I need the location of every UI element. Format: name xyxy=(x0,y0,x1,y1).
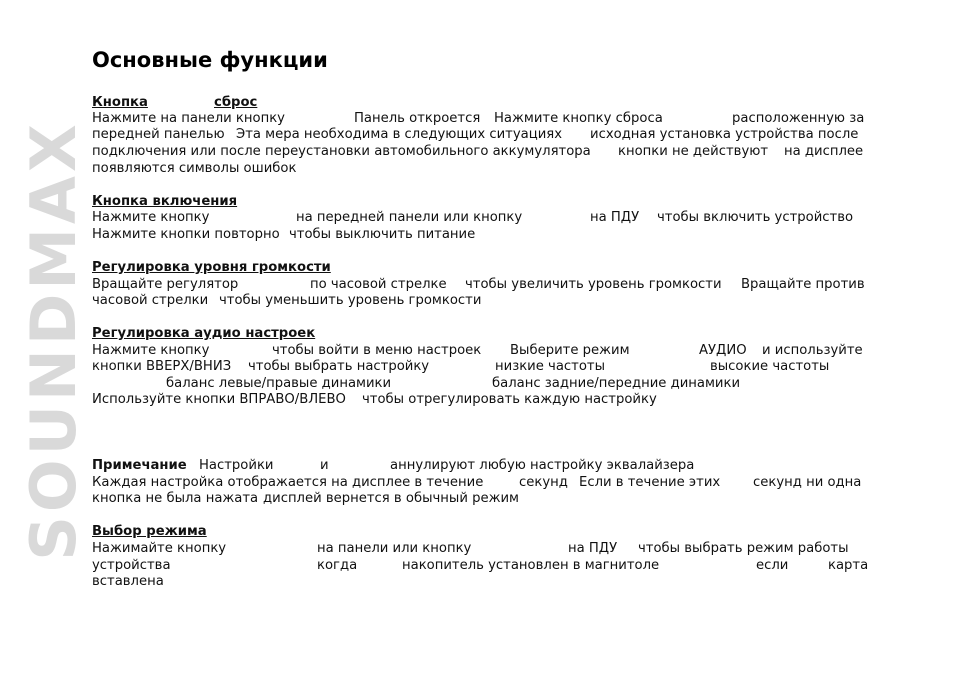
note-label: Примечание xyxy=(92,458,187,473)
text-segment: Каждая настройка отображается на дисплее в течение xyxy=(92,475,484,490)
text-segment: Эта мера необходима в следующих ситуациях xyxy=(236,127,563,142)
text-segment: появляются символы ошибок xyxy=(92,161,297,176)
text-segment: если xyxy=(756,558,789,573)
text-segment: Нажимайте кнопку xyxy=(92,541,227,556)
text-segment: Нажмите кнопку сброса xyxy=(494,111,663,126)
text-segment: кнопка не была нажата xyxy=(92,491,259,506)
text-segment: на дисплее xyxy=(784,144,864,159)
text-segment: чтобы включить устройство xyxy=(657,210,854,225)
text-segment: дисплей вернется в обычный режим xyxy=(263,491,519,506)
text-segment: чтобы выбрать настройку xyxy=(248,359,430,374)
text-segment: чтобы выбрать режим работы xyxy=(638,541,849,556)
text-segment: Панель откроется xyxy=(354,111,481,126)
text-segment: чтобы выключить питание xyxy=(289,227,476,242)
text-segment: низкие частоты xyxy=(495,359,606,374)
text-segment: чтобы отрегулировать каждую настройку xyxy=(362,392,657,407)
page-title: Основные функции xyxy=(92,48,328,72)
section-heading: Кнопка xyxy=(92,95,148,110)
text-segment: Настройки xyxy=(199,458,274,473)
text-segment: секунд ни одна xyxy=(753,475,862,490)
section-heading: сброс xyxy=(214,95,258,110)
text-segment: вставлена xyxy=(92,574,164,589)
text-segment: Выберите режим xyxy=(510,343,630,358)
text-segment: Нажмите кнопки повторно xyxy=(92,227,280,242)
text-segment: кнопки ВВЕРХ/ВНИЗ xyxy=(92,359,232,374)
text-segment: аннулируют любую настройку эквалайзера xyxy=(390,458,695,473)
text-segment: накопитель установлен в магнитоле xyxy=(402,558,660,573)
text-segment: высокие частоты xyxy=(710,359,830,374)
text-segment: и используйте xyxy=(762,343,863,358)
text-segment: Вращайте против xyxy=(741,277,865,292)
text-segment: по часовой стрелке xyxy=(310,277,447,292)
section-heading: Кнопка включения xyxy=(92,194,238,209)
text-segment: Нажмите кнопку xyxy=(92,210,210,225)
text-segment: на ПДУ xyxy=(568,541,618,556)
text-segment: чтобы уменьшить уровень громкости xyxy=(219,293,482,308)
section-heading: Регулировка аудио настроек xyxy=(92,326,316,341)
text-segment: карта xyxy=(828,558,869,573)
text-segment: часовой стрелки xyxy=(92,293,209,308)
text-segment: чтобы увеличить уровень громкости xyxy=(465,277,722,292)
text-segment: когда xyxy=(317,558,358,573)
text-segment: секунд xyxy=(519,475,568,490)
section-heading: Регулировка уровня громкости xyxy=(92,260,331,275)
text-segment: чтобы войти в меню настроек xyxy=(272,343,482,358)
text-segment: Нажмите кнопку xyxy=(92,343,210,358)
text-segment: АУДИО xyxy=(699,343,747,358)
text-segment: подключения или после переустановки автомобильного аккумулятора xyxy=(92,144,591,159)
text-segment: исходная установка устройства после xyxy=(590,127,859,142)
text-segment: Вращайте регулятор xyxy=(92,277,239,292)
text-segment: кнопки не действуют xyxy=(618,144,769,159)
text-segment: Если в течение этих xyxy=(579,475,721,490)
text-segment: Нажмите на панели кнопку xyxy=(92,111,285,126)
text-segment: на передней панели или кнопку xyxy=(296,210,523,225)
text-segment: Используйте кнопки ВПРАВО/ВЛЕВО xyxy=(92,392,346,407)
text-segment: и xyxy=(320,458,329,473)
brand-logo-text: SOUNDMAX xyxy=(16,119,90,561)
text-segment: расположенную за xyxy=(732,111,865,126)
text-segment: баланс задние/передние динамики xyxy=(492,376,741,391)
text-segment: на панели или кнопку xyxy=(317,541,472,556)
text-segment: передней панелью xyxy=(92,127,225,142)
brand-watermark xyxy=(16,50,90,630)
text-segment: на ПДУ xyxy=(590,210,640,225)
text-segment: баланс левые/правые динамики xyxy=(166,376,392,391)
text-segment: устройства xyxy=(92,558,171,573)
section-heading: Выбор режима xyxy=(92,524,207,539)
